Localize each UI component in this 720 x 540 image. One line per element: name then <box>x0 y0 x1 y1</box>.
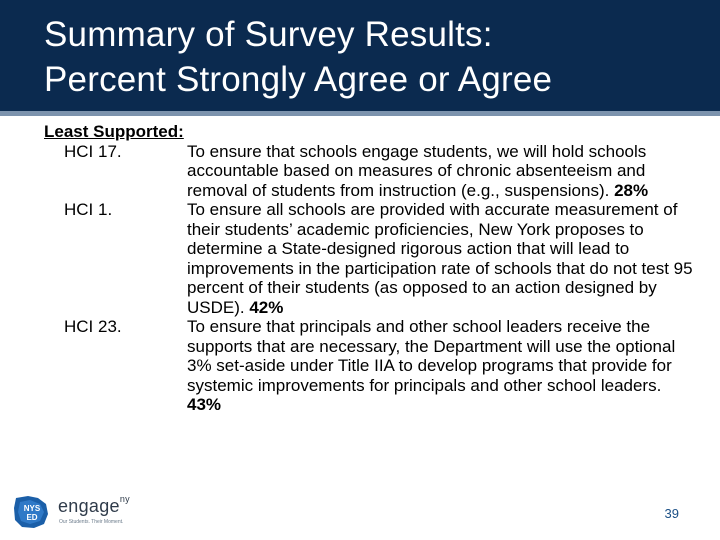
list-item <box>44 200 694 317</box>
seal-text: NYS <box>23 504 41 513</box>
engage-wordmark <box>58 496 130 517</box>
brand-superscript: ny <box>119 494 130 504</box>
slide-body <box>44 122 694 415</box>
list-item <box>44 142 694 201</box>
engage-ny-logo <box>12 492 162 532</box>
slide-title-line-1: Summary of Survey Results: <box>44 15 493 54</box>
slide-title <box>44 12 704 102</box>
item-text <box>187 317 694 415</box>
item-percent: 43% <box>187 395 222 414</box>
slide-title-line-2: Percent Strongly Agree or Agree <box>44 60 553 99</box>
page-number: 39 <box>664 506 679 521</box>
item-code: HCI 17. <box>64 141 122 161</box>
brand-tagline: Our Students. Their Moment. <box>59 519 124 525</box>
title-banner <box>0 0 720 116</box>
item-description: To ensure all schools are provided with accurate measurement of their students’ academic proficiencies, New York proposes to determine a State-designed rigorous action that will lead to improvements in the participation rate of schools that do not test 95 percent of their students (as opposed to an action designed by USDE). <box>187 200 693 317</box>
item-description: To ensure that principals and other school leaders receive the supports that are necessary, the Department will use the optional 3% set-aside under Title IIA to develop programs that provide for systemic improvements for principals and other school leaders. <box>187 317 676 395</box>
item-description: To ensure that schools engage students, we will hold schools accountable based on measures of chronic absenteeism and removal of students from instruction (e.g., suspensions). <box>187 141 647 200</box>
seal-text-2: ED <box>26 513 38 522</box>
item-percent: 42% <box>249 297 284 317</box>
brand-name: engage <box>58 496 120 516</box>
list-item <box>44 317 694 415</box>
item-code: HCI 1. <box>64 200 113 219</box>
item-text <box>187 200 694 317</box>
nys-ed-seal-icon <box>12 494 52 530</box>
item-percent: 28% <box>614 180 649 200</box>
item-text <box>187 142 694 201</box>
item-code: HCI 23. <box>64 317 122 336</box>
section-heading: Least Supported: <box>44 122 184 141</box>
